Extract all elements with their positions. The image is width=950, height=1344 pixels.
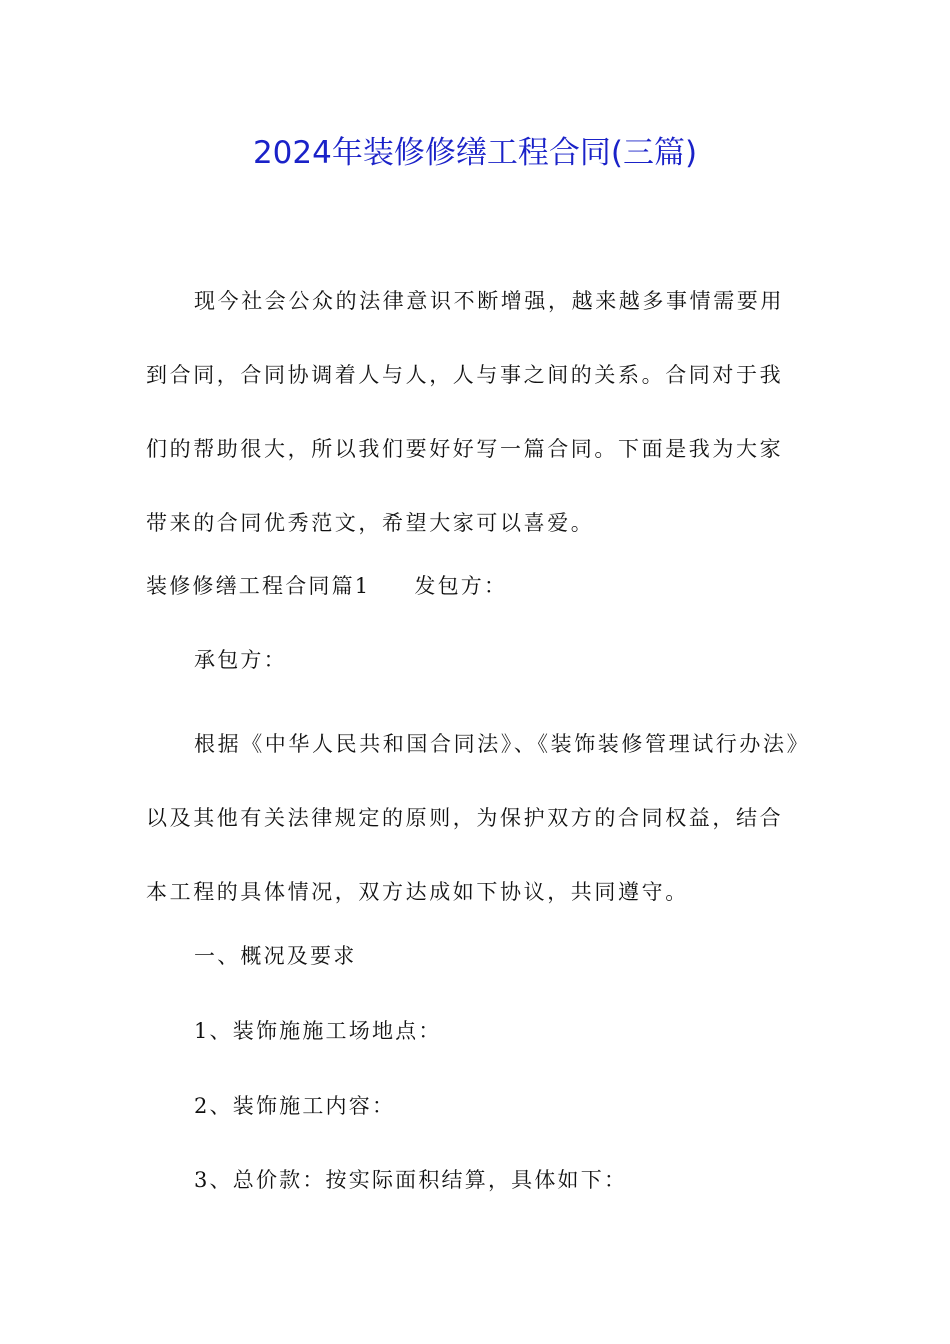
list-item: 2、装饰施工内容： [194,1094,396,1118]
document-title: 2024年装修修缮工程合同(三篇) [252,135,698,171]
intro-paragraph: 现今社会公众的法律意识不断增强，越来越多事情需要用到合同，合同协调着人与人，人与事之间的关系。合同对于我们的帮助很大，所以我们要好好写一篇合同。下面是我为大家带来的合同优秀范文，希望大家可以喜爱。 [146,289,784,535]
law-basis-paragraph: 根据《中华人民共和国合同法》、《装饰装修管理试行办法》以及其他有关法律规定的原则，为保护双方的合同权益，结合本工程的具体情况，双方达成如下协议，共同遵守。 [146,732,800,904]
list-item: 1、装饰施施工场地点： [194,1019,442,1043]
list-item: 3、总价款：按实际面积结算，具体如下： [194,1168,628,1192]
section-heading-line [146,566,507,606]
clause-1-title: 一、概况及要求 [194,944,357,968]
party-a-label: 发包方： [414,574,508,598]
section-heading: 装修修缮工程合同篇1 [146,574,371,598]
party-b-label: 承包方： [194,648,287,672]
